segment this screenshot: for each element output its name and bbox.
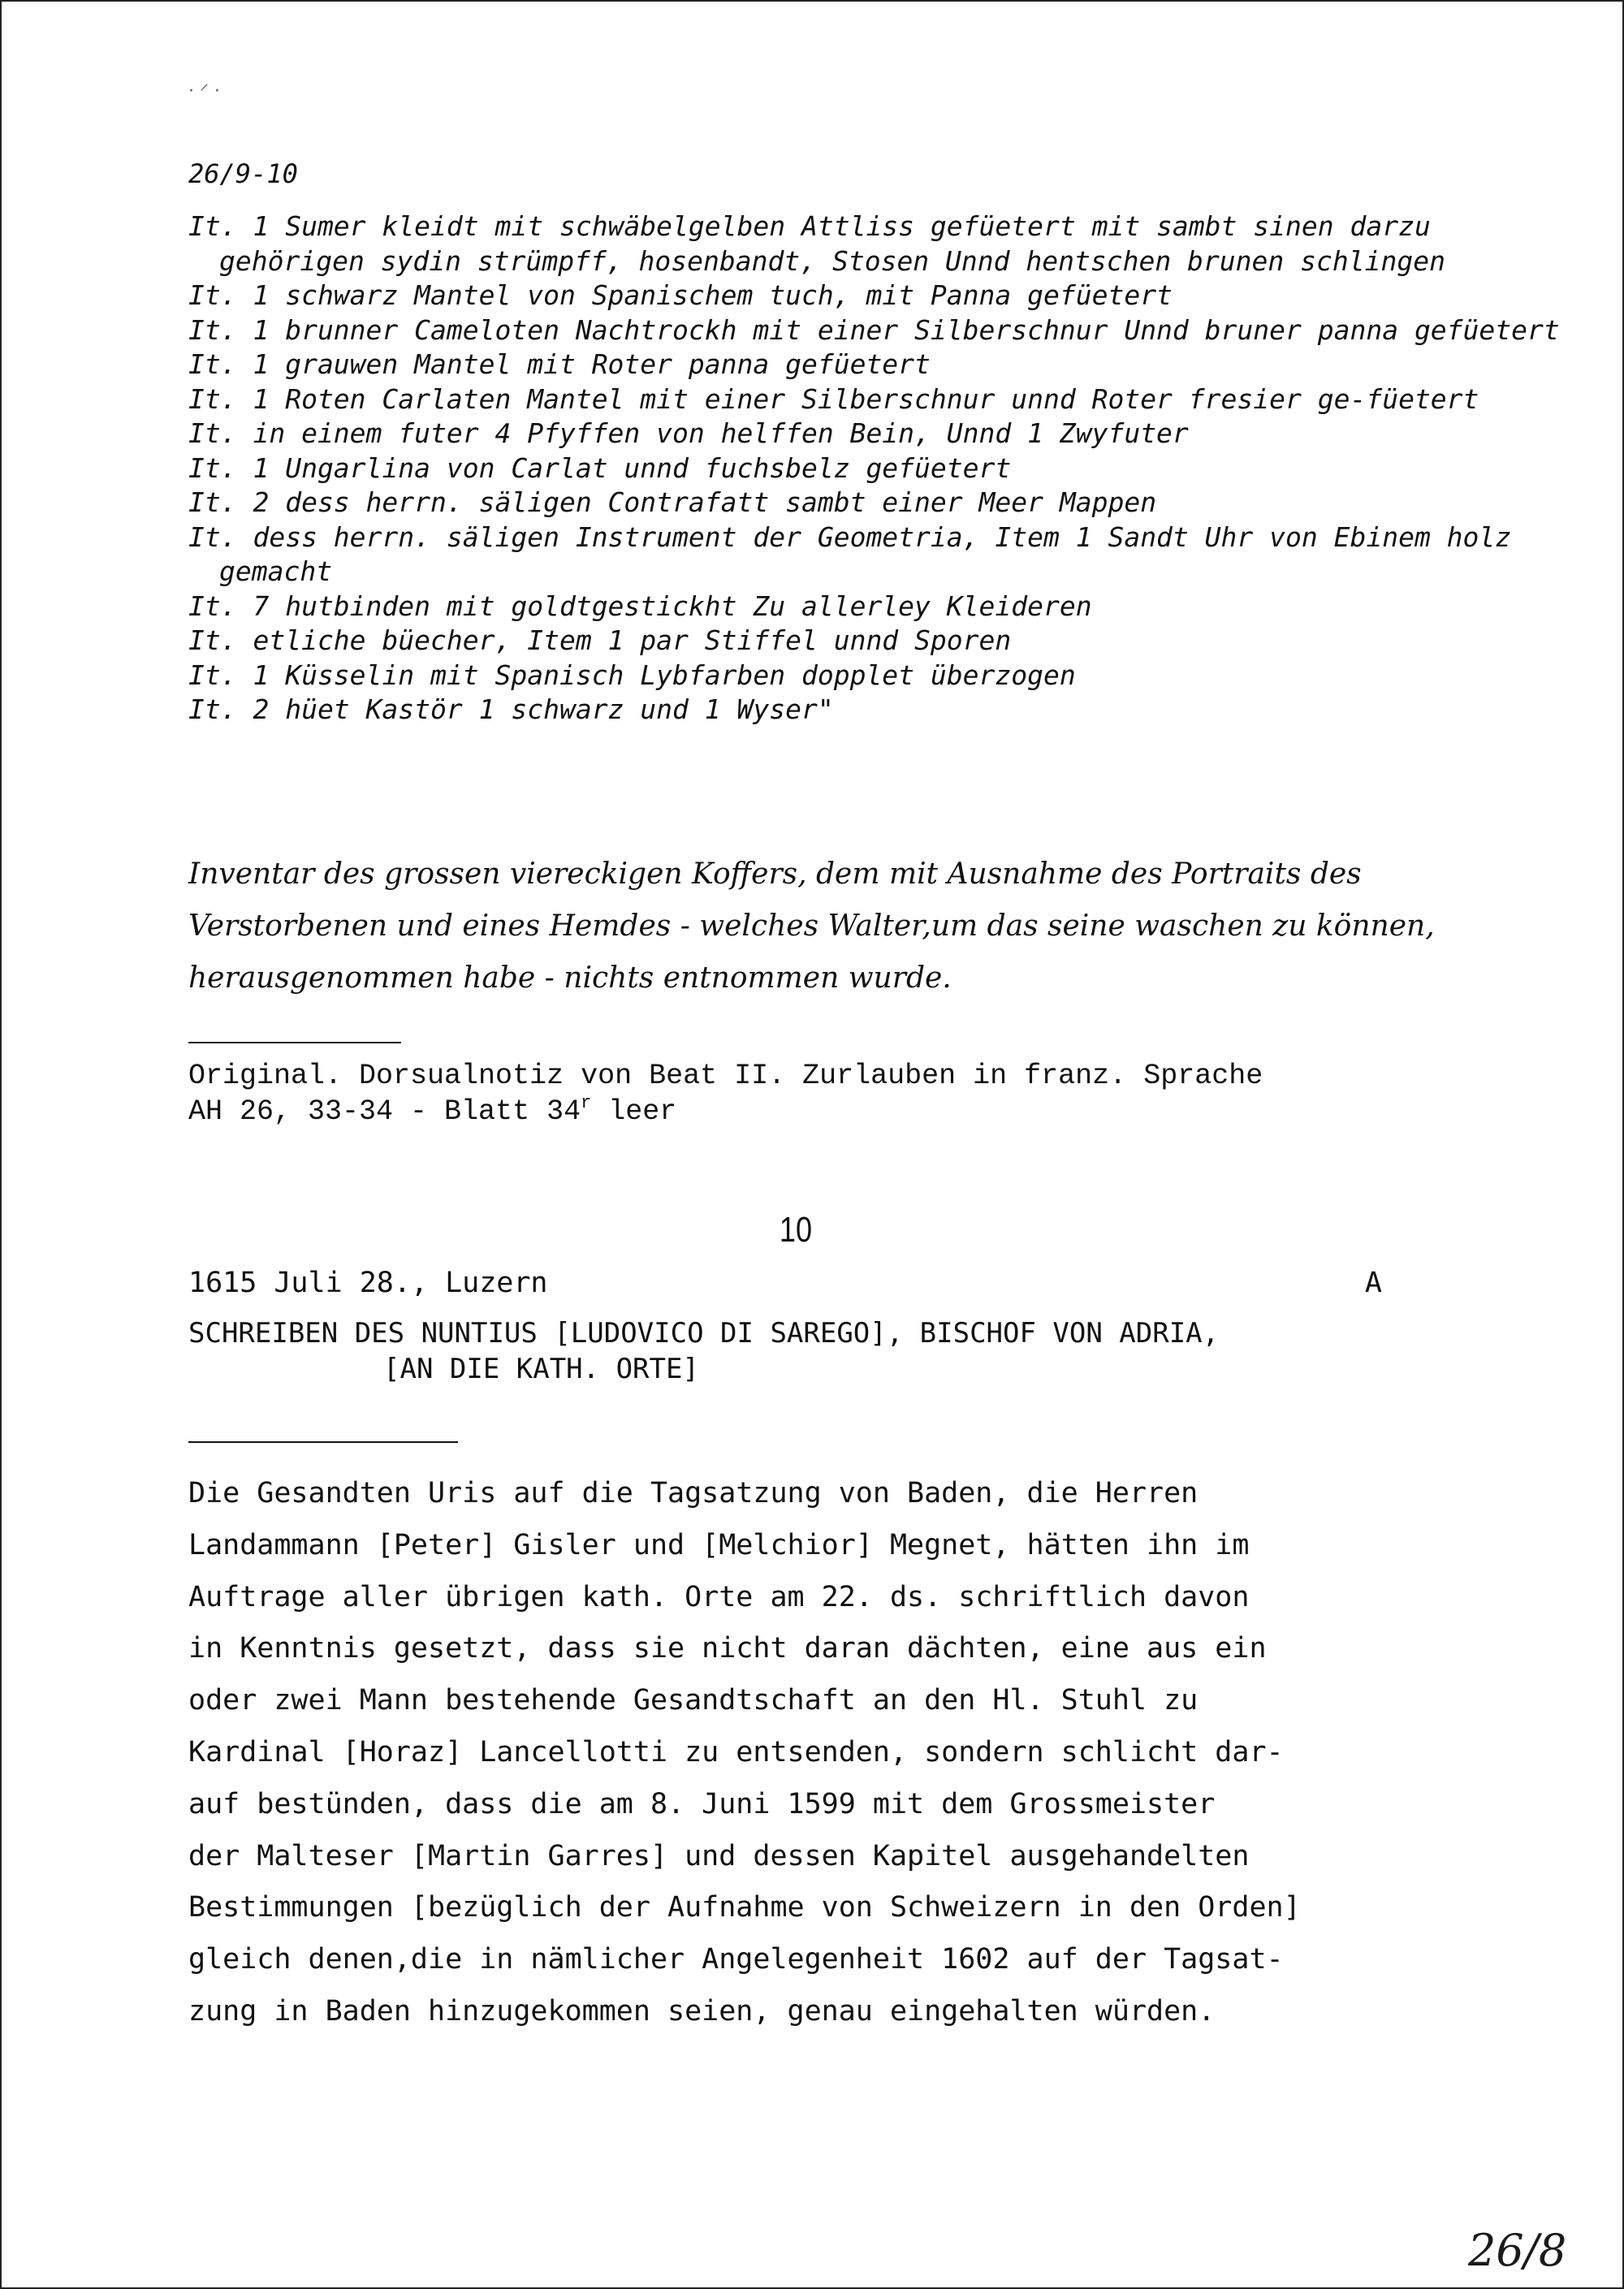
body-line: in Kenntnis gesetzt, dass sie nicht daran dächten, eine aus ein xyxy=(188,1632,1267,1665)
body-line: gleich denen,die in nämlicher Angelegenheit 1602 auf der Tagsat- xyxy=(188,1943,1284,1976)
inventory-item: It. etliche büecher, Item 1 par Stiffel unnd Sporen xyxy=(188,624,1012,656)
body-line: Auftrage aller übrigen kath. Orte am 22. ds. schriftlich davon xyxy=(188,1580,1250,1613)
document-title xyxy=(188,1315,1585,1387)
inventory-item: It. 1 grauwen Mantel mit Roter panna gefüetert xyxy=(188,348,931,380)
body-line: der Malteser [Martin Garres] und dessen Kapitel ausgehandelten xyxy=(188,1839,1250,1872)
footnote-line: Original. Dorsualnotiz von Beat II. Zurlauben in franz. Sprache xyxy=(188,1060,1263,1092)
inventory-item: It. 1 Küsselin mit Spanisch Lybfarben dopplet überzogen xyxy=(188,659,1076,691)
inventory-item: It. 1 Ungarlina von Carlat unnd fuchsbelz gefüetert xyxy=(188,451,1012,484)
scan-speck: · ⸍ · xyxy=(188,81,220,101)
handwritten-page-number: 26/8 xyxy=(1468,2225,1567,2276)
footnote-leer: leer xyxy=(591,1095,677,1128)
inventory-item: It. in einem futer 4 Pfyffen von helffen Bein, Unnd 1 Zwyfuter xyxy=(188,417,1189,449)
body-line: Die Gesandten Uris auf die Tagsatzung von Baden, die Herren xyxy=(188,1477,1199,1509)
date-place: 1615 Juli 28., Luzern xyxy=(188,1267,548,1299)
footnote-divider xyxy=(188,1042,401,1043)
footnote-archive-ref: AH 26, 33-34 - Blatt 34 xyxy=(188,1095,581,1128)
top-reference: 26/9-10 xyxy=(188,158,298,189)
inventory-item: It. 2 hüet Kastör 1 schwarz und 1 Wyser" xyxy=(188,693,834,725)
body-line: oder zwei Mann bestehende Gesandtschaft an den Hl. Stuhl zu xyxy=(188,1684,1199,1717)
footnote-superscript: r xyxy=(581,1093,592,1113)
footnote-line xyxy=(188,1094,1263,1129)
summary-note: Inventar des grossen viereckigen Koffers, dem mit Ausnahme des Portraits des Verstorbenen und eines Hemdes - welches Walter,um das seine waschen zu können, herausgenommen habe - nichts entnommen wurde. xyxy=(188,857,1435,995)
date-line xyxy=(188,1267,1382,1299)
document-number: 10 xyxy=(779,1210,813,1250)
inventory-item: It. 1 schwarz Mantel von Spanischem tuch, mit Panna gefüetert xyxy=(188,279,1173,311)
inventory-item: It. 1 brunner Cameloten Nachtrockh mit einer Silberschnur Unnd bruner panna gefüetert xyxy=(188,313,1560,346)
body-line: Bestimmungen [bezüglich der Aufnahme von Schweizern in den Orden] xyxy=(188,1891,1301,1924)
title-line: [AN DIE KATH. ORTE] xyxy=(383,1353,699,1385)
body-line: auf bestünden, dass die am 8. Juni 1599 mit dem Grossmeister xyxy=(188,1787,1216,1820)
inventory-list xyxy=(188,209,1585,728)
inventory-item: It. 2 dess herrn. säligen Contrafatt sambt einer Meer Mappen xyxy=(188,486,1157,518)
inventory-item: It. 1 Sumer kleidt mit schwäbelgelben Attliss gefüetert mit sambt sinen darzu gehörigen sydin strümpff, hosenbandt, Stosen Unnd hentschen brunen schlingen xyxy=(188,210,1445,277)
body-line: Landammann [Peter] Gisler und [Melchior] Megnet, hätten ihn im xyxy=(188,1528,1250,1561)
footnote xyxy=(188,1058,1263,1129)
body-line: zung in Baden hinzugekommen seien, genau eingehalten würden. xyxy=(188,1994,1216,2028)
body-line: Kardinal [Horaz] Lancellotti zu entsenden, sondern schlicht dar- xyxy=(188,1735,1284,1769)
inventory-item: It. 7 hutbinden mit goldtgestickht Zu allerley Kleideren xyxy=(188,590,1092,622)
inventory-item: It. 1 Roten Carlaten Mantel mit einer Silberschnur unnd Roter fresier ge-füetert xyxy=(188,382,1479,415)
title-line: SCHREIBEN DES NUNTIUS [LUDOVICO DI SAREGO], BISCHOF VON ADRIA, xyxy=(188,1317,1220,1350)
document-letter: A xyxy=(1364,1267,1382,1299)
body-text xyxy=(188,1468,1601,2038)
body-divider xyxy=(188,1441,458,1443)
inventory-item: It. dess herrn. säligen Instrument der Geometria, Item 1 Sandt Uhr von Ebinem holz gemacht xyxy=(188,520,1512,587)
